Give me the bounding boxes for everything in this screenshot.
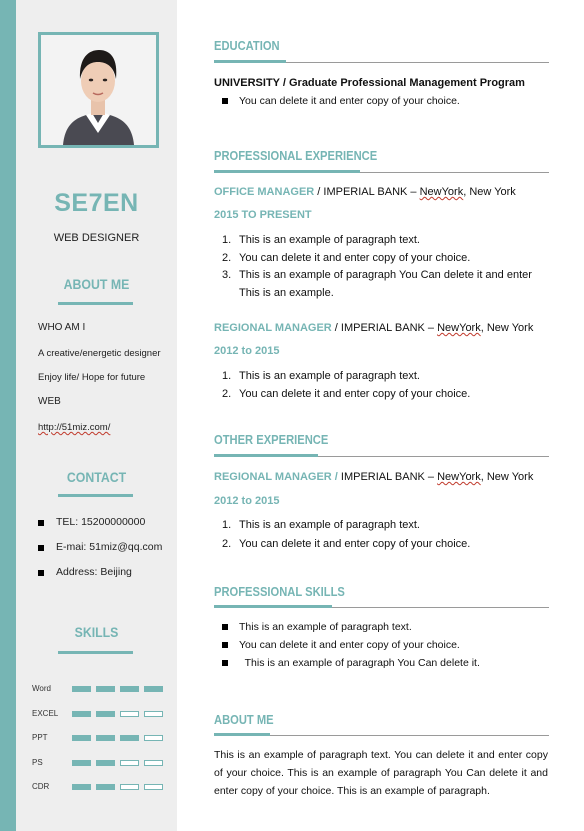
sidebar-about-rule	[58, 302, 133, 305]
skill-label-word: Word	[32, 684, 51, 693]
job-1-company: / IMPERIAL BANK –	[314, 186, 420, 198]
contact-heading: CONTACT	[66, 469, 127, 485]
list-number: 3.	[222, 269, 232, 281]
about-line-2: Enjoy life/ Hope for future	[38, 372, 146, 383]
skill-level-segment	[144, 784, 163, 790]
professional-experience-heading: PROFESSIONAL EXPERIENCE	[214, 148, 378, 163]
contact-rule	[58, 494, 133, 497]
job-2-header	[214, 322, 533, 334]
skill-level-segment	[96, 760, 115, 766]
skill-level-segment	[144, 711, 163, 717]
profile-photo	[38, 32, 159, 148]
other-job-city: NewYork	[437, 471, 481, 483]
skill-level-segment	[120, 784, 139, 790]
person-name: SE7EN	[54, 189, 139, 217]
skill-label-ppt: PPT	[32, 733, 48, 742]
education-bullet: You can delete it and enter copy of your choice.	[239, 95, 460, 107]
skill-level-segment	[72, 711, 91, 717]
who-am-i-label: WHO AM I	[38, 322, 86, 333]
bullet-icon	[222, 624, 228, 630]
list-number: 2.	[222, 252, 232, 264]
job-1-role: OFFICE MANAGER	[214, 186, 315, 198]
list-number: 1.	[222, 234, 232, 246]
about-me-rule-accent	[214, 733, 270, 736]
skill-level-segment	[72, 784, 91, 790]
skill-level-segment	[144, 735, 163, 741]
job-1-city: NewYork	[419, 186, 464, 198]
list-number: 2.	[222, 388, 232, 400]
skill-level-segment	[120, 711, 139, 717]
job-title: WEB DESIGNER	[53, 232, 140, 244]
other-job-state: , New York	[480, 471, 534, 483]
skill-label-ps: PS	[32, 757, 43, 767]
skill-level-segment	[120, 735, 139, 741]
skills-rule	[58, 651, 133, 654]
skill-level-segment	[144, 760, 163, 766]
list-number: 1.	[222, 519, 232, 531]
list-number: 1.	[222, 370, 232, 382]
education-heading: EDUCATION	[214, 38, 280, 53]
bullet-icon	[38, 570, 44, 576]
other-experience-heading: OTHER EXPERIENCE	[214, 432, 329, 447]
professional-experience-rule-accent	[214, 170, 360, 173]
about-line-1: A creative/energetic designer	[38, 348, 161, 359]
professional-skills-heading: PROFESSIONAL SKILLS	[214, 584, 345, 599]
about-me-paragraph: This is an example of paragraph text. You can delete it and enter copy of your choice. This is an example of paragraph You Can delete it and enter copy of your choice. This is an example of paragraph.	[214, 749, 548, 797]
bullet-icon	[222, 642, 228, 648]
skill-level-segment	[96, 735, 115, 741]
job-2-item-1: This is an example of paragraph text.	[239, 370, 420, 382]
education-school: UNIVERSITY / Graduate Professional Management Program	[214, 77, 525, 89]
professional-skills-rule-accent	[214, 605, 332, 608]
accent-stripe	[0, 0, 16, 831]
skill-item-2: You can delete it and enter copy of your choice.	[239, 639, 460, 651]
other-job-header	[214, 471, 533, 483]
skill-level-segment	[96, 686, 115, 692]
skill-label-cdr: CDR	[32, 782, 50, 791]
job-2-dates: 2012 to 2015	[214, 345, 280, 357]
contact-phone: TEL: 15200000000	[56, 516, 146, 528]
skill-level-segment	[72, 760, 91, 766]
job-1-item-1: This is an example of paragraph text.	[239, 234, 420, 246]
contact-email[interactable]	[56, 541, 162, 553]
education-rule-accent	[214, 60, 286, 63]
job-1-item-3: This is an example of paragraph You Can delete it and enter	[239, 269, 532, 281]
list-number: 2.	[222, 538, 232, 550]
job-2-item-2: You can delete it and enter copy of your choice.	[239, 388, 471, 400]
job-1-dates: 2015 TO PRESENT	[214, 209, 312, 221]
other-job-role: REGIONAL MANAGER /	[214, 471, 338, 483]
other-experience-rule-accent	[214, 454, 318, 457]
job-2-company: / IMPERIAL BANK –	[331, 322, 438, 334]
job-1-state: , New York	[463, 186, 516, 198]
web-url-link[interactable]: http://51miz.com/	[38, 422, 111, 433]
skill-item-1: This is an example of paragraph text.	[239, 621, 412, 633]
skill-level-segment	[72, 735, 91, 741]
job-1-item-2: You can delete it and enter copy of your choice.	[239, 252, 471, 264]
skill-level-segment	[96, 711, 115, 717]
job-1-header	[214, 186, 516, 198]
skill-level-segment	[96, 784, 115, 790]
job-2-role: REGIONAL MANAGER	[214, 322, 332, 334]
skill-level-segment	[120, 760, 139, 766]
bullet-icon	[222, 660, 228, 666]
job-2-city: NewYork	[437, 322, 481, 334]
sidebar-about-heading: ABOUT ME	[63, 276, 130, 292]
contact-email-text[interactable]: E-mai: 51miz@qq.com	[56, 541, 163, 553]
bullet-icon	[38, 545, 44, 551]
contact-address: Address: Beijing	[56, 566, 132, 578]
other-job-dates: 2012 to 2015	[214, 495, 280, 507]
web-label: WEB	[38, 396, 61, 407]
job-1-item-3-cont: This is an example.	[239, 287, 334, 299]
skill-level-segment	[120, 686, 139, 692]
other-job-item-1: This is an example of paragraph text.	[239, 519, 420, 531]
skills-heading: SKILLS	[74, 624, 119, 640]
skill-item-3: This is an example of paragraph You Can delete it.	[239, 657, 480, 669]
skill-level-segment	[144, 686, 163, 692]
job-2-state: , New York	[480, 322, 534, 334]
about-me-heading: ABOUT ME	[214, 712, 274, 727]
bullet-icon	[222, 98, 228, 104]
skill-level-segment	[72, 686, 91, 692]
skill-label-excel: EXCEL	[32, 708, 59, 718]
other-job-item-2: You can delete it and enter copy of your choice.	[239, 538, 471, 550]
bullet-icon	[38, 520, 44, 526]
portrait-image	[41, 35, 156, 145]
other-job-company: IMPERIAL BANK –	[337, 471, 438, 483]
